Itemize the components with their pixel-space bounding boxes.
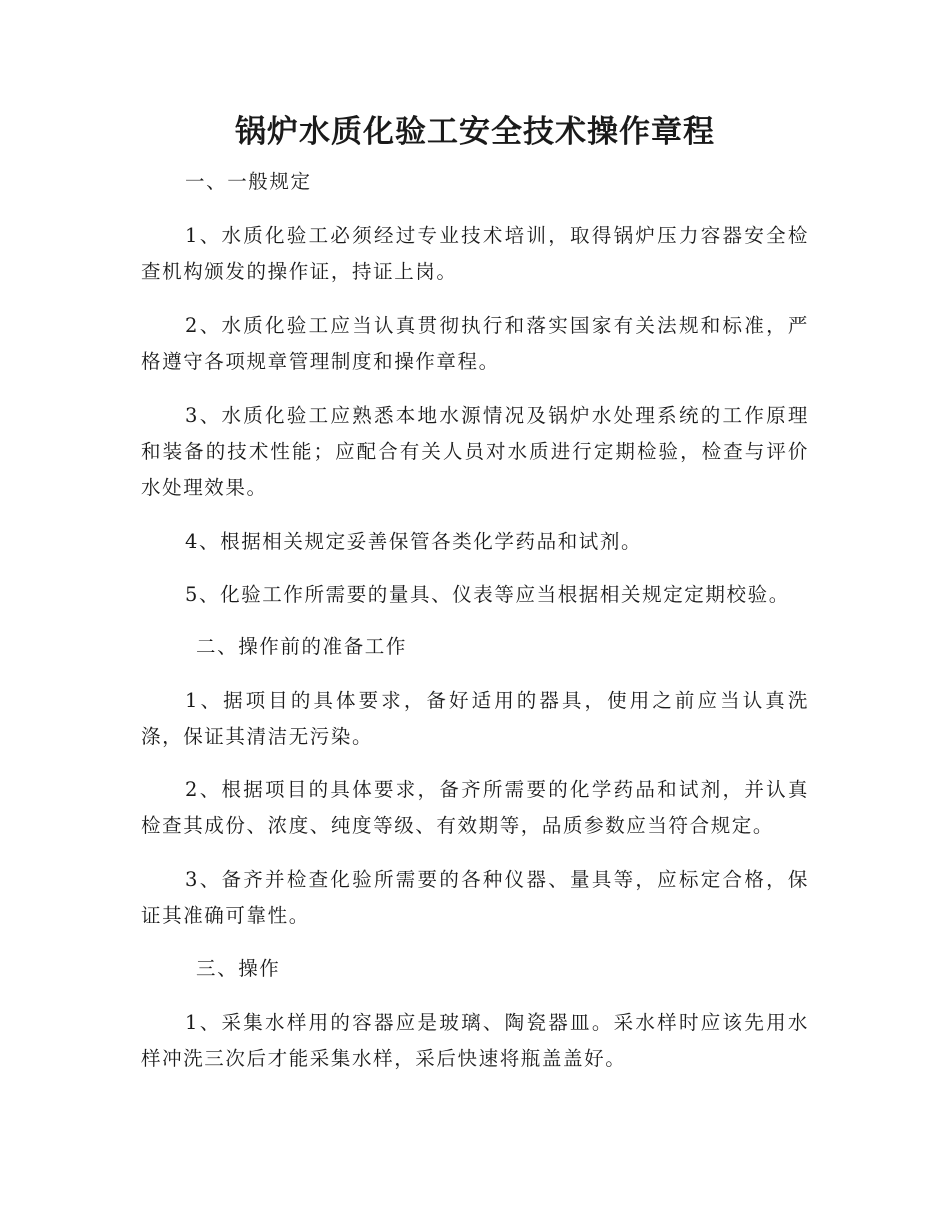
paragraph: 4、根据相关规定妥善保管各类化学药品和试剂。: [185, 530, 643, 553]
paragraph: 3、水质化验工应熟悉本地水源情况及锅炉水处理系统的工作原理和装备的技术性能；应配合有关人员对水质进行定期检验，检查与评价水处理效果。: [141, 404, 809, 499]
paragraph: 2、水质化验工应当认真贯彻执行和落实国家有关法规和标准，严格遵守各项规章管理制度和操作章程。: [141, 314, 809, 373]
paragraph: 3、备齐并检查化验所需要的各种仪器、量具等，应标定合格，保证其准确可靠性。: [141, 868, 809, 927]
document-title: 锅炉水质化验工安全技术操作章程: [235, 114, 715, 150]
paragraph: 1、水质化验工必须经过专业技术培训，取得锅炉压力容器安全检查机构颁发的操作证，持证上岗。: [141, 224, 809, 283]
section-heading-preparation: 二、操作前的准备工作: [196, 635, 408, 658]
paragraph: 1、据项目的具体要求，备好适用的器具，使用之前应当认真洗涤，保证其清洁无污染。: [141, 689, 809, 748]
paragraph: 1、采集水样用的容器应是玻璃、陶瓷器皿。采水样时应该先用水样冲洗三次后才能采集水样，采后快速将瓶盖盖好。: [141, 1011, 809, 1070]
section-heading-operation: 三、操作: [196, 957, 281, 980]
section-heading-general: 一、一般规定: [185, 170, 312, 193]
paragraph: 5、化验工作所需要的量具、仪表等应当根据相关规定定期校验。: [185, 583, 790, 606]
paragraph: 2、根据项目的具体要求，备齐所需要的化学药品和试剂，并认真检查其成份、浓度、纯度等级、有效期等，品质参数应当符合规定。: [141, 778, 809, 837]
